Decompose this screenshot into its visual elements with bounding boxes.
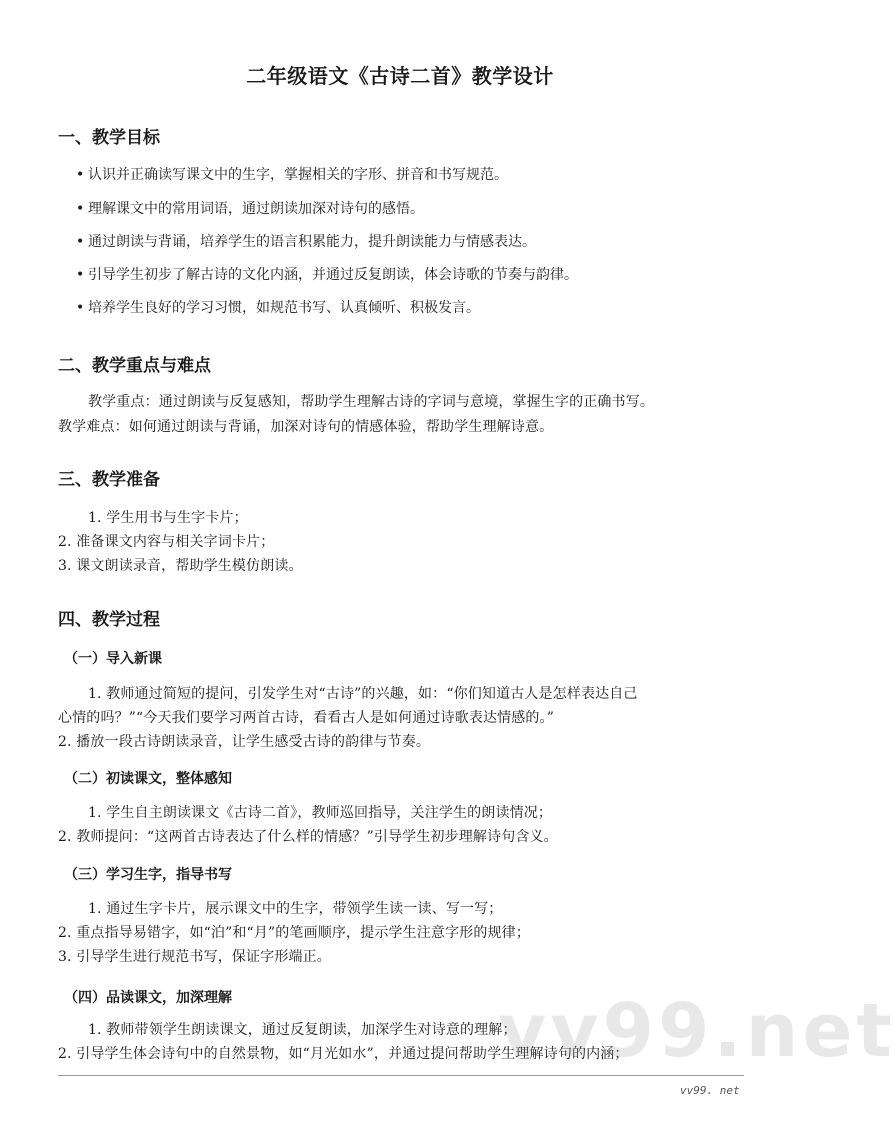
section-heading-objectives: 一、教学目标 xyxy=(58,128,160,148)
section-heading-process: 四、教学过程 xyxy=(58,610,160,630)
paragraph-line: 教学重点：通过朗读与反复感知，帮助学生理解古诗的字词与意境，掌握生字的正确书写。 xyxy=(88,394,654,410)
paragraph-line: 2. 播放一段古诗朗读录音，让学生感受古诗的韵律与节奏。 xyxy=(58,734,431,750)
bullet-icon: • xyxy=(76,234,85,250)
list-item xyxy=(76,164,508,184)
footer-site-label: vv99. net xyxy=(680,1084,740,1097)
list-item xyxy=(76,297,480,317)
paragraph-line: 教学难点：如何通过朗读与背诵，加深对诗句的情感体验，帮助学生理解诗意。 xyxy=(58,419,554,435)
paragraph-line: 3. 引导学生进行规范书写，保证字形端正。 xyxy=(58,949,331,965)
list-item xyxy=(76,198,424,218)
paragraph-line: 1. 教师通过简短的提问，引发学生对“古诗”的兴趣，如：“你们知道古人是怎样表达自己 xyxy=(88,686,638,702)
list-item-text: 认识并正确读写课文中的生字，掌握相关的字形、拼音和书写规范。 xyxy=(88,167,508,183)
list-item: 1. 学生用书与生字卡片； xyxy=(88,510,248,526)
bullet-icon: • xyxy=(76,267,85,283)
paragraph-line: 2. 引导学生体会诗句中的自然景物，如“月光如水”，并通过提问帮助学生理解诗句的内涵； xyxy=(58,1046,629,1062)
bullet-icon: • xyxy=(76,300,85,316)
bullet-icon: • xyxy=(76,167,85,183)
list-item-text: 通过朗读与背诵，培养学生的语言积累能力，提升朗读能力与情感表达。 xyxy=(88,234,536,250)
list-item: 3. 课文朗读录音，帮助学生模仿朗读。 xyxy=(58,558,303,574)
list-item-text: 引导学生初步了解古诗的文化内涵，并通过反复朗读，体会诗歌的节奏与韵律。 xyxy=(88,267,578,283)
document-title: 二年级语文《古诗二首》教学设计 xyxy=(246,64,554,88)
section-heading-key-points: 二、教学重点与难点 xyxy=(58,356,211,376)
paragraph-line: 2. 教师提问：“这两首古诗表达了什么样的情感？”引导学生初步理解诗句含义。 xyxy=(58,829,558,845)
list-item-text: 理解课文中的常用词语，通过朗读加深对诗句的感悟。 xyxy=(88,201,424,217)
watermark: vv99.net xyxy=(498,988,896,1074)
paragraph-line: 2. 重点指导易错字，如“泊”和“月”的笔画顺序，提示学生注意字形的规律； xyxy=(58,925,530,941)
paragraph-line: 心情的吗？”“今天我们要学习两首古诗，看看古人是如何通过诗歌表达情感的。” xyxy=(58,710,555,726)
list-item-text: 培养学生良好的学习习惯，如规范书写、认真倾听、积极发言。 xyxy=(88,300,480,316)
list-item xyxy=(76,264,578,284)
subsection-heading-deep-reading: （四）品读课文，加深理解 xyxy=(64,990,232,1006)
list-item xyxy=(76,231,536,251)
bullet-icon: • xyxy=(76,201,85,217)
paragraph-line: 1. 学生自主朗读课文《古诗二首》，教师巡回指导，关注学生的朗读情况； xyxy=(88,805,553,821)
paragraph-line: 1. 通过生字卡片，展示课文中的生字，带领学生读一读、写一写； xyxy=(88,901,503,917)
list-item: 2. 准备课文内容与相关字词卡片； xyxy=(58,534,275,550)
section-heading-preparation: 三、教学准备 xyxy=(58,470,160,490)
subsection-heading-first-reading: （二）初读课文，整体感知 xyxy=(64,771,232,787)
subsection-heading-characters: （三）学习生字，指导书写 xyxy=(64,867,232,883)
paragraph-line: 1. 教师带领学生朗读课文，通过反复朗读，加深学生对诗意的理解； xyxy=(88,1022,517,1038)
subsection-heading-intro: （一）导入新课 xyxy=(64,651,162,667)
footer-divider xyxy=(58,1075,744,1076)
